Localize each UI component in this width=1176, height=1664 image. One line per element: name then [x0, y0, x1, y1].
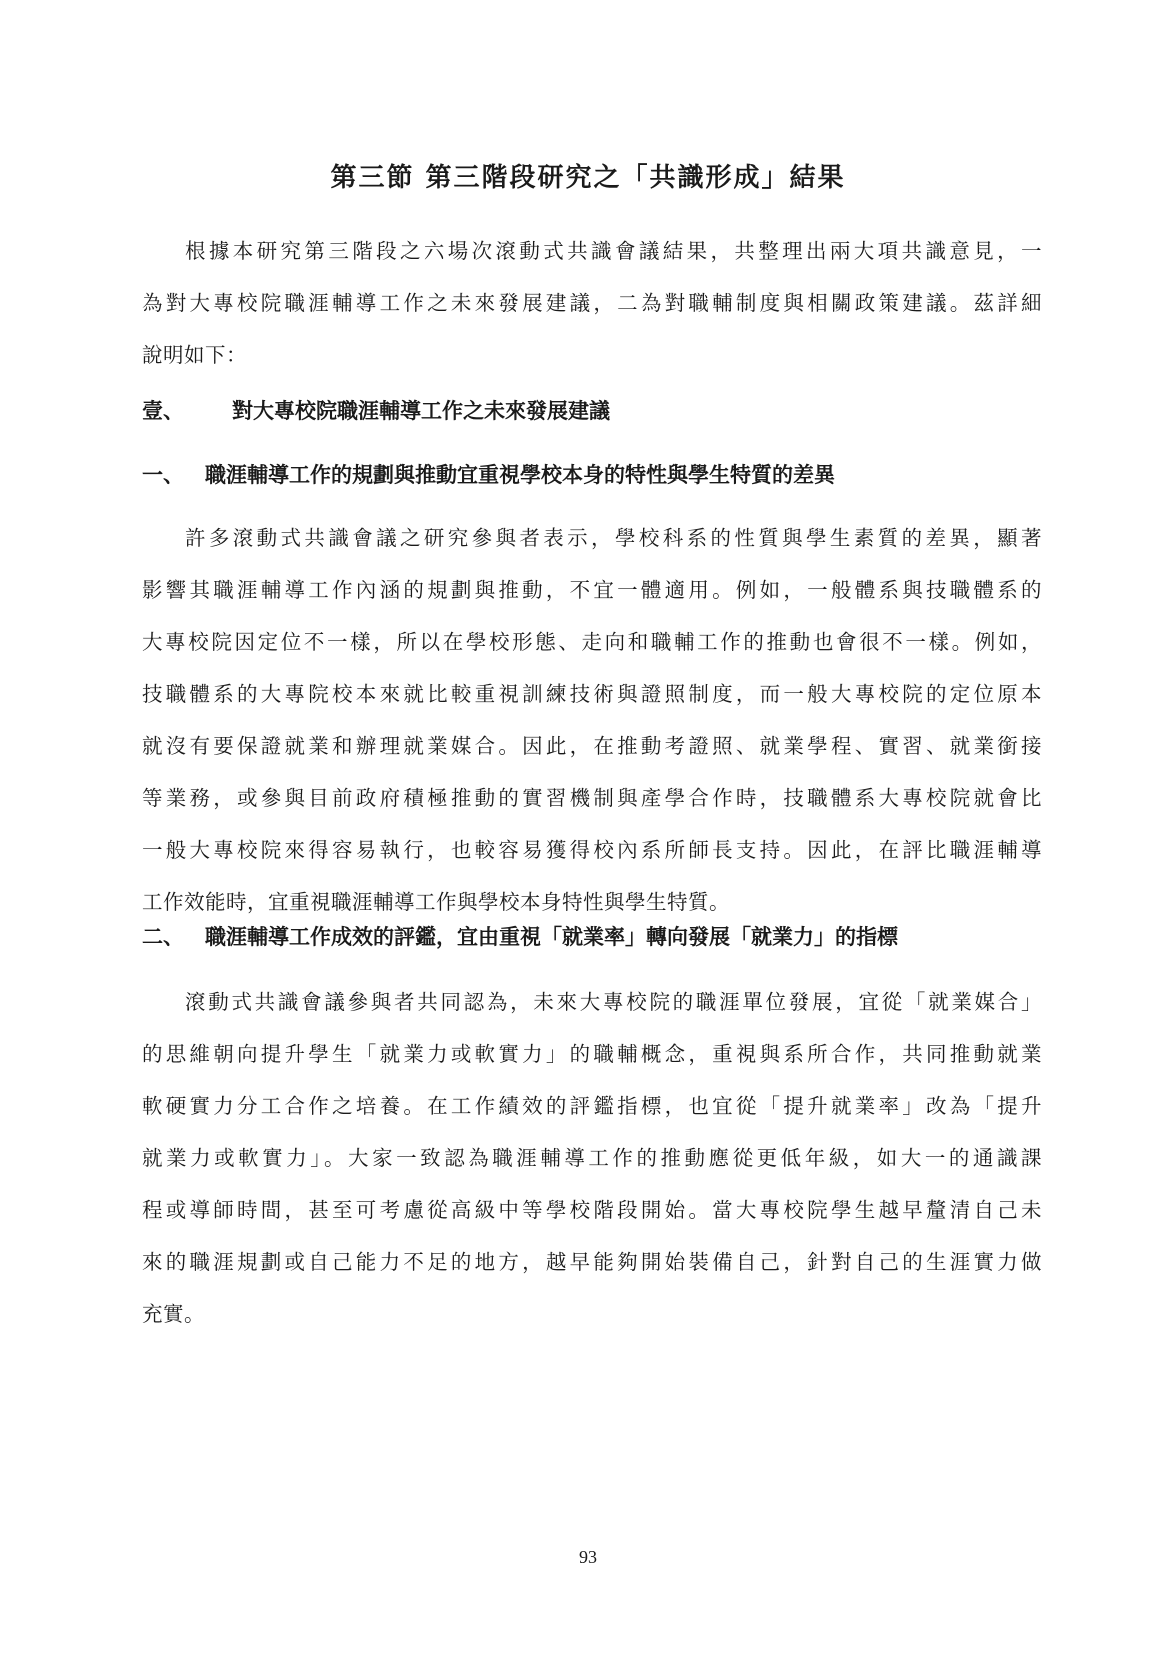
- paragraph-line: 工作效能時，宜重視職涯輔導工作與學校本身特性與學生特質。: [142, 890, 730, 914]
- paragraph-line: 說明如下：: [142, 343, 247, 367]
- subheading-1: [142, 460, 1042, 490]
- heading-1: [142, 396, 1042, 426]
- paragraph-line: 軟硬實力分工合作之培養。在工作績效的評鑑指標，也宜從「提升就業率」改為「提升: [142, 1094, 1042, 1118]
- paragraph-line: 等業務，或參與目前政府積極推動的實習機制與產學合作時，技職體系大專校院就會比: [142, 786, 1042, 810]
- paragraph-line: 的思維朝向提升學生「就業力或軟實力」的職輔概念，重視與系所合作，共同推動就業: [142, 1042, 1042, 1066]
- paragraph-line: 就業力或軟實力」。大家一致認為職涯輔導工作的推動應從更低年級，如大一的通識課: [142, 1146, 1042, 1170]
- paragraph-line: 技職體系的大專院校本來就比較重視訓練技術與證照制度，而一般大專校院的定位原本: [142, 682, 1042, 706]
- paragraph-line: 影響其職涯輔導工作內涵的規劃與推動，不宜一體適用。例如，一般體系與技職體系的: [142, 578, 1042, 602]
- paragraph-line: 根據本研究第三階段之六場次滾動式共識會議結果，共整理出兩大項共識意見，一: [185, 239, 1042, 263]
- paragraph-line: 充實。: [142, 1302, 205, 1326]
- subheading-number: 二、: [142, 924, 184, 949]
- paragraph-line: 來的職涯規劃或自己能力不足的地方，越早能夠開始裝備自己，針對自己的生涯實力做: [142, 1250, 1042, 1274]
- heading-number: 壹、: [142, 398, 184, 423]
- subheading-text: 職涯輔導工作成效的評鑑，宜由重視「就業率」轉向發展「就業力」的指標: [205, 924, 898, 949]
- paragraph-line: 就沒有要保證就業和辦理就業媒合。因此，在推動考證照、就業學程、實習、就業銜接: [142, 734, 1042, 758]
- paragraph-line: 一般大專校院來得容易執行，也較容易獲得校內系所師長支持。因此，在評比職涯輔導: [142, 838, 1042, 862]
- intro-paragraph: [142, 225, 1042, 381]
- paragraph-line: 程或導師時間，甚至可考慮從高級中等學校階段開始。當大專校院學生越早釐清自己未: [142, 1198, 1042, 1222]
- subheading-text: 職涯輔導工作的規劃與推動宜重視學校本身的特性與學生特質的差異: [205, 462, 835, 487]
- section-title: 第三節 第三階段研究之「共識形成」結果: [330, 163, 846, 193]
- heading-text: 對大專校院職涯輔導工作之未來發展建議: [232, 398, 610, 423]
- subheading-2: [142, 922, 1042, 952]
- paragraph-line: 大專校院因定位不一樣，所以在學校形態、走向和職輔工作的推動也會很不一樣。例如，: [142, 630, 1042, 654]
- body-paragraph-2: [142, 976, 1042, 1340]
- page-number: 93: [579, 1547, 597, 1567]
- paragraph-line: 滾動式共識會議參與者共同認為，未來大專校院的職涯單位發展，宜從「就業媒合」: [185, 990, 1042, 1014]
- body-paragraph-1: [142, 512, 1042, 928]
- paragraph-line: 許多滾動式共識會議之研究參與者表示，學校科系的性質與學生素質的差異，顯著: [185, 526, 1042, 550]
- paragraph-line: 為對大專校院職涯輔導工作之未來發展建議，二為對職輔制度與相關政策建議。茲詳細: [142, 291, 1042, 315]
- subheading-number: 一、: [142, 462, 184, 487]
